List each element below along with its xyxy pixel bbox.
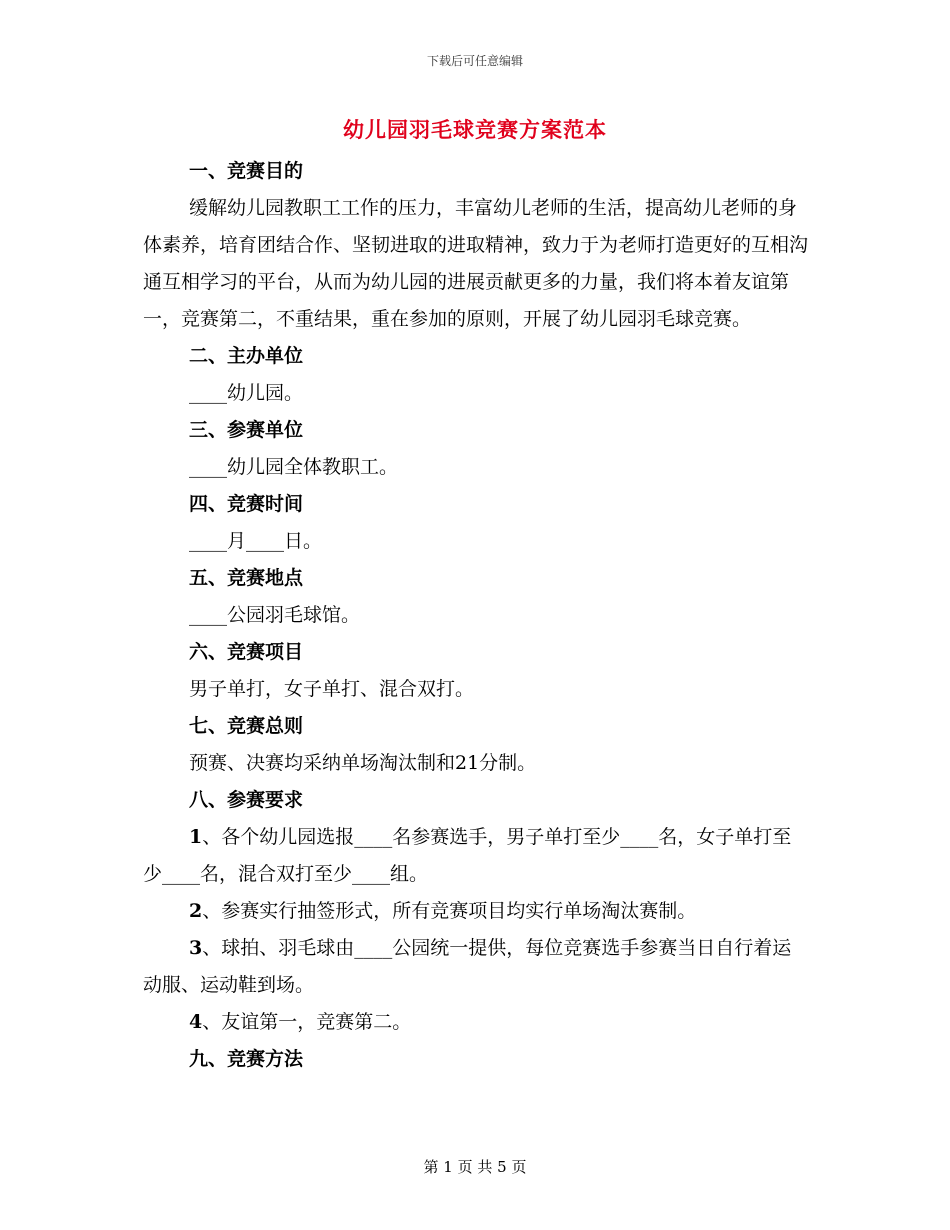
list-item-text: 、各个幼儿园选报____名参赛选手，男子单打至少____名，女子单打至少____名，混合双打至少____组。 bbox=[143, 826, 792, 885]
list-item-number: 4 bbox=[189, 1011, 203, 1033]
section-heading: 五、竞赛地点 bbox=[189, 567, 304, 589]
section-heading: 八、参赛要求 bbox=[189, 789, 304, 811]
list-item bbox=[143, 893, 809, 930]
section-body: ____月____日。 bbox=[189, 530, 323, 552]
section-body: 缓解幼儿园教职工工作的压力，丰富幼儿老师的生活，提高幼儿老师的身体素养，培育团结合作、坚韧进取的进取精神，致力于为老师打造更好的互相沟通互相学习的平台，从而为幼儿园的进展贡献更多的力量，我们将本着友谊第一，竞赛第二，不重结果，重在参加的原则，开展了幼儿园羽毛球竞赛。 bbox=[143, 197, 809, 330]
section-heading: 四、竞赛时间 bbox=[189, 493, 304, 515]
list-item-number: 3 bbox=[189, 937, 203, 959]
section-body: 男子单打，女子单打、混合双打。 bbox=[189, 678, 475, 700]
list-item-text: 、球拍、羽毛球由____公园统一提供，每位竞赛选手参赛当日自行着运动服、运动鞋到场。 bbox=[143, 937, 792, 996]
list-item-number: 1 bbox=[189, 826, 203, 848]
page-footer: 第 1 页 共 5 页 bbox=[423, 1158, 527, 1176]
section-body: ____公园羽毛球馆。 bbox=[189, 604, 361, 626]
section-body: ____幼儿园全体教职工。 bbox=[189, 456, 399, 478]
section-heading: 一、竞赛目的 bbox=[189, 160, 304, 182]
section-body: 预赛、决赛均采纳单场淘汰制和21分制。 bbox=[189, 752, 537, 774]
list-item-text: 、友谊第一，竞赛第二。 bbox=[202, 1011, 412, 1033]
header-note: 下载后可任意编辑 bbox=[426, 54, 523, 68]
list-item bbox=[143, 930, 809, 1004]
list-item-text: 、参赛实行抽签形式，所有竞赛项目均实行单场淘汰赛制。 bbox=[202, 900, 697, 922]
list-item-number: 2 bbox=[189, 900, 203, 922]
section-heading: 九、竞赛方法 bbox=[189, 1048, 304, 1070]
section-heading: 七、竞赛总则 bbox=[189, 715, 304, 737]
document-body bbox=[143, 153, 809, 1078]
section-heading: 六、竞赛项目 bbox=[189, 641, 304, 663]
list-item bbox=[143, 819, 809, 893]
list-item bbox=[143, 1004, 809, 1041]
section-body: ____幼儿园。 bbox=[189, 382, 304, 404]
section-heading: 三、参赛单位 bbox=[189, 419, 304, 441]
section-heading: 二、主办单位 bbox=[189, 345, 304, 367]
document-title: 幼儿园羽毛球竞赛方案范本 bbox=[343, 117, 607, 142]
